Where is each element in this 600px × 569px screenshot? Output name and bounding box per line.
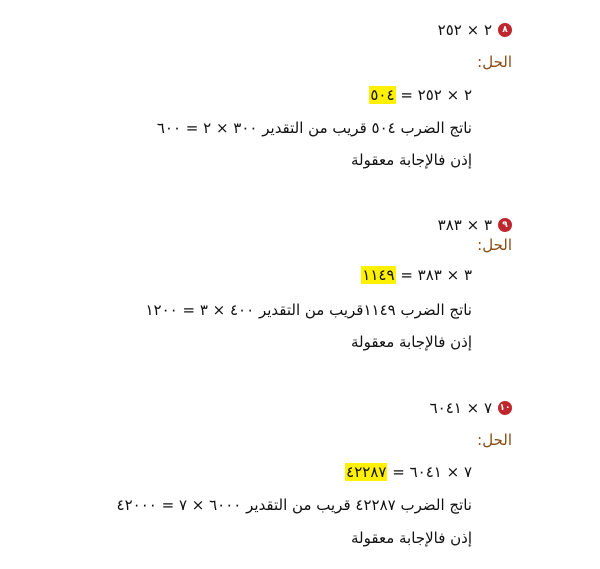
equation-left: ٧ × ٦٠٤١ = bbox=[392, 463, 472, 481]
problem-9-conclusion: إذن فالإجابة معقولة bbox=[351, 333, 472, 351]
solution-label: الحل: bbox=[477, 236, 512, 254]
problem-number-badge: ١٠ bbox=[499, 403, 511, 413]
problem-expression: ٧ × ٦٠٤١ bbox=[429, 399, 492, 417]
problem-8-conclusion: إذن فالإجابة معقولة bbox=[351, 151, 472, 169]
highlighted-answer: ٥٠٤ bbox=[370, 86, 395, 104]
solution-label: الحل: bbox=[477, 53, 512, 71]
equation-left: ٣ × ٣٨٣ = bbox=[400, 266, 472, 284]
problem-8-question bbox=[438, 20, 512, 40]
problem-9-estimate: ناتج الضرب ١١٤٩قريب من التقدير ٤٠٠ × ٣ = ١٢٠٠ bbox=[145, 301, 472, 319]
problem-10-estimate: ناتج الضرب ٤٢٢٨٧ قريب من التقدير ٦٠٠٠ × ٧ = ٤٢٠٠٠ bbox=[116, 496, 472, 514]
problem-10-conclusion: إذن فالإجابة معقولة bbox=[351, 529, 472, 547]
problem-9-equation bbox=[361, 265, 472, 285]
solution-label: الحل: bbox=[477, 431, 512, 449]
equation-left: ٢ × ٢٥٢ = bbox=[400, 86, 472, 104]
problem-10-equation bbox=[345, 462, 472, 482]
problem-number-badge: ٨ bbox=[498, 23, 512, 37]
problem-expression: ٢ × ٢٥٢ bbox=[437, 21, 492, 39]
problem-9-question bbox=[438, 215, 512, 235]
problem-number-badge: ٩ bbox=[498, 218, 512, 232]
highlighted-answer: ١١٤٩ bbox=[362, 266, 395, 284]
problem-expression: ٣ × ٣٨٣ bbox=[437, 216, 492, 234]
problem-10-question bbox=[430, 398, 512, 418]
highlighted-answer: ٤٢٢٨٧ bbox=[346, 463, 387, 481]
problem-8-equation bbox=[369, 85, 472, 105]
problem-8-estimate: ناتج الضرب ٥٠٤ قريب من التقدير ٣٠٠ × ٢ = ٦٠٠ bbox=[156, 119, 472, 137]
